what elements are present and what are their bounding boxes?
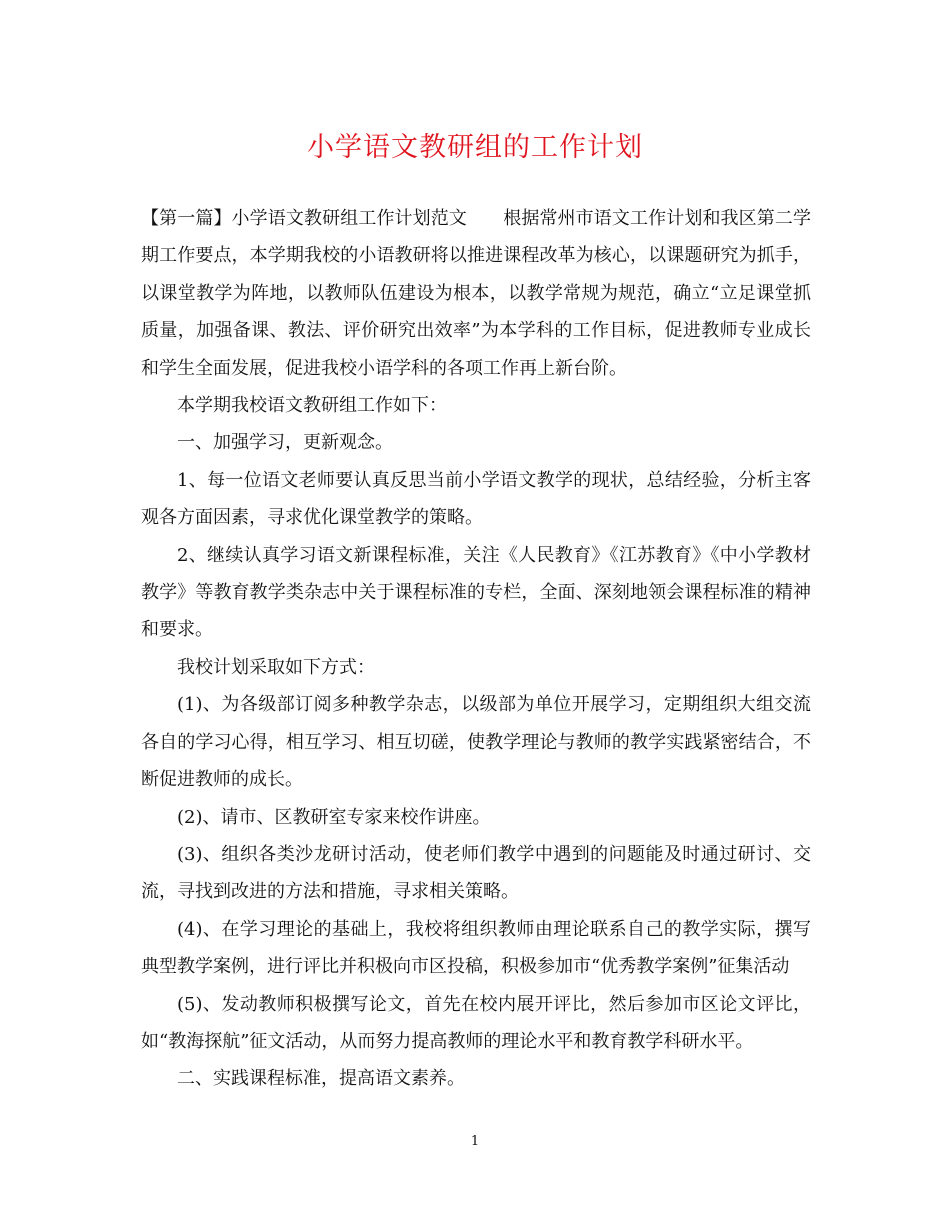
paragraph-intro: 【第一篇】小学语文教研组工作计划范文 根据常州市语文工作计划和我区第二学期工作要点，本学期我校的小语教研将以推进课程改革为核心，以课题研究为抓手，以课堂教学为阵地，以教师队伍建设为根本，以教学常规为规范，确立“立足课堂抓质量，加强备课、教法、评价研究出效率”为本学科的工作目标，促进教师专业成长和学生全面发展，促进我校小语学科的各项工作再上新台阶。 <box>141 208 811 379</box>
paragraph-method-2: (2)、请市、区教研室专家来校作讲座。 <box>177 806 491 828</box>
document-body <box>141 200 811 1098</box>
paragraph-methods-intro: 我校计划采取如下方式： <box>177 656 375 678</box>
paragraph-method-3: (3)、组织各类沙龙研讨活动，使老师们教学中遇到的问题能及时通过研讨、交流，寻找到改进的方法和措施，寻求相关策略。 <box>141 843 811 903</box>
paragraph-method-5: (5)、发动教师积极撰写论文，首先在校内展开评比，然后参加市区论文评比，如“教海探航”征文活动，从而努力提高教师的理论水平和教育教学科研水平。 <box>141 993 811 1052</box>
document-title: 小学语文教研组的工作计划 <box>307 132 643 163</box>
paragraph-item-2: 2、继续认真学习语文新课程标准，关注《人民教育》《江苏教育》《中小学教材教学》等教育教学类杂志中关于课程标准的专栏，全面、深刻地领会课程标准的精神和要求。 <box>141 544 811 641</box>
section-heading-2: 二、实践课程标准，提高语文素养。 <box>177 1068 465 1090</box>
section-heading-1: 一、加强学习，更新观念。 <box>177 432 393 454</box>
page-number: 1 <box>470 1134 480 1149</box>
paragraph-overview: 本学期我校语文教研组工作如下： <box>177 395 447 417</box>
paragraph-method-4: (4)、在学习理论的基础上，我校将组织教师由理论联系自己的教学实际，撰写典型教学案例，进行评比并积极向市区投稿，积极参加市“优秀教学案例”征集活动 <box>141 918 811 978</box>
paragraph-item-1: 1、每一位语文老师要认真反思当前小学语文教学的现状，总结经验，分析主客观各方面因素，寻求优化课堂教学的策略。 <box>141 469 811 529</box>
paragraph-method-1: (1)、为各级部订阅多种教学杂志，以级部为单位开展学习，定期组织大组交流各自的学习心得，相互学习、相互切磋，使教学理论与教师的教学实践紧密结合，不断促进教师的成长。 <box>141 694 811 791</box>
